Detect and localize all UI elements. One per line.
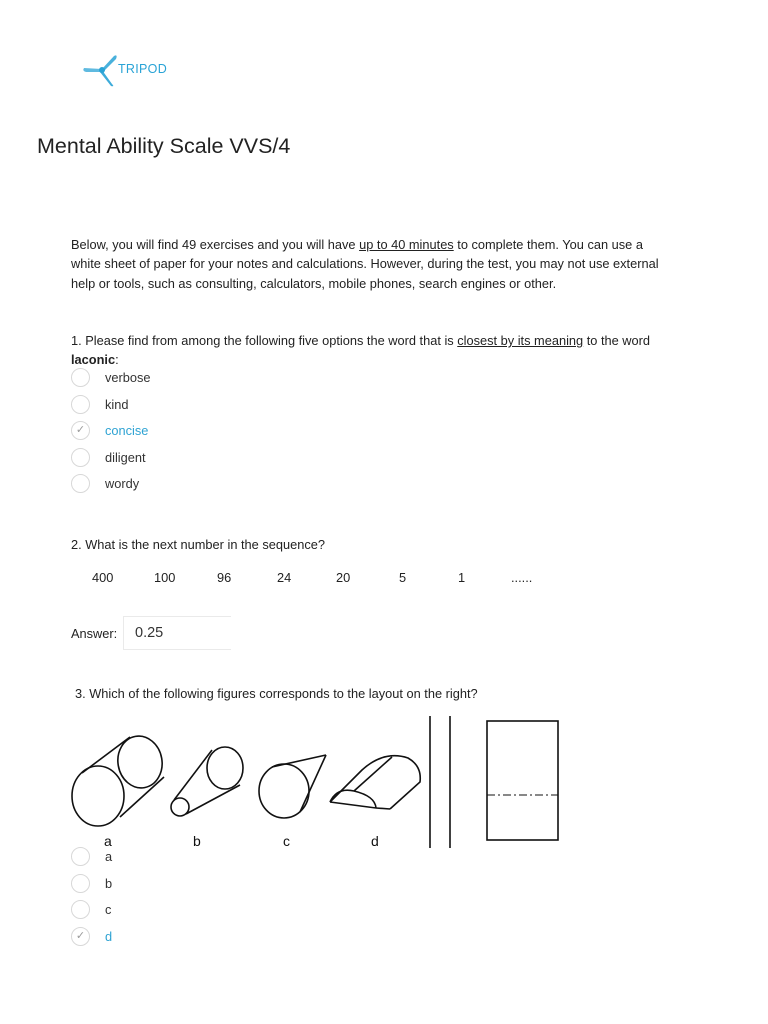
- intro-paragraph: [71, 235, 671, 293]
- q3-option-d[interactable]: [71, 927, 371, 947]
- figure-label: c: [283, 833, 290, 849]
- radio-button[interactable]: [71, 847, 90, 866]
- q1-middle: to the word: [583, 333, 651, 348]
- answer-input[interactable]: [123, 616, 231, 650]
- sequence-number: 100: [154, 570, 176, 585]
- checkmark-icon: ✓: [75, 930, 86, 942]
- q1-underlined: closest by its meaning: [457, 333, 584, 348]
- option-label: d: [105, 929, 113, 944]
- question-2-text: 2. What is the next number in the sequence?: [71, 537, 325, 552]
- q3-option-a[interactable]: [71, 847, 371, 867]
- figure-d-half-cylinder: [330, 756, 420, 809]
- option-label: concise: [105, 423, 149, 438]
- intro-text-part1: Below, you will find 49 exercises and you will have: [71, 237, 360, 252]
- q1-option-verbose[interactable]: [71, 368, 371, 388]
- radio-button[interactable]: [71, 448, 90, 467]
- option-label: b: [105, 876, 113, 891]
- radio-button[interactable]: [71, 900, 90, 919]
- shapes-figure-image: [62, 712, 572, 852]
- option-label: c: [105, 902, 112, 917]
- figure-label: d: [371, 833, 379, 849]
- option-label: wordy: [105, 476, 140, 491]
- brand-name: TRIPOD: [118, 62, 168, 76]
- intro-text-part2: to complete them. You can use a white sheet of paper for your notes and calculations. However, during the test, you may not use external help or tools, such as consulting, calculators, mobile phones, search engines or other.: [71, 237, 659, 291]
- option-label: kind: [105, 397, 129, 412]
- q1-option-wordy[interactable]: [71, 474, 371, 494]
- option-label: diligent: [105, 450, 146, 465]
- question-3-figure: [62, 712, 572, 857]
- radio-button[interactable]: [71, 874, 90, 893]
- q3-option-b[interactable]: [71, 874, 371, 894]
- q1-option-kind[interactable]: [71, 395, 371, 415]
- tripod-logo-icon: [82, 52, 122, 88]
- q3-option-c[interactable]: [71, 900, 371, 920]
- page-title: Mental Ability Scale VVS/4: [37, 134, 291, 158]
- figure-a-cylinder: [72, 733, 166, 826]
- question-1-text: [71, 331, 671, 369]
- tripod-logo[interactable]: [82, 52, 192, 88]
- radio-button[interactable]: [71, 474, 90, 493]
- sequence-number: 1: [458, 570, 466, 585]
- q1-option-concise[interactable]: [71, 421, 371, 441]
- option-label: verbose: [105, 370, 151, 385]
- q1-prefix: 1. Please find from among the following five options the word that is: [71, 333, 458, 348]
- figure-b-cone: [171, 747, 243, 816]
- radio-button-checked[interactable]: [71, 927, 90, 946]
- q1-option-diligent[interactable]: [71, 448, 371, 468]
- sequence-number: 20: [336, 570, 351, 585]
- radio-button[interactable]: [71, 395, 90, 414]
- answer-value[interactable]: 0.25: [135, 625, 164, 641]
- intro-time-limit: up to 40 minutes: [359, 237, 454, 252]
- sequence-number: 24: [277, 570, 292, 585]
- q1-suffix: :: [115, 352, 119, 367]
- option-label: a: [105, 849, 113, 864]
- sequence-number: 96: [217, 570, 232, 585]
- figure-label: a: [104, 833, 112, 849]
- sequence-number: 400: [92, 570, 114, 585]
- figure-c-cone: [259, 755, 326, 818]
- question-3-text: 3. Which of the following figures corresponds to the layout on the right?: [75, 686, 478, 701]
- figure-label: b: [193, 833, 201, 849]
- checkmark-icon: ✓: [75, 424, 86, 436]
- radio-button[interactable]: [71, 368, 90, 387]
- answer-label: Answer:: [71, 626, 118, 641]
- radio-button-checked[interactable]: [71, 421, 90, 440]
- sequence-ellipsis: ......: [511, 570, 533, 585]
- sequence-number: 5: [399, 570, 407, 585]
- q1-keyword: laconic: [71, 352, 116, 367]
